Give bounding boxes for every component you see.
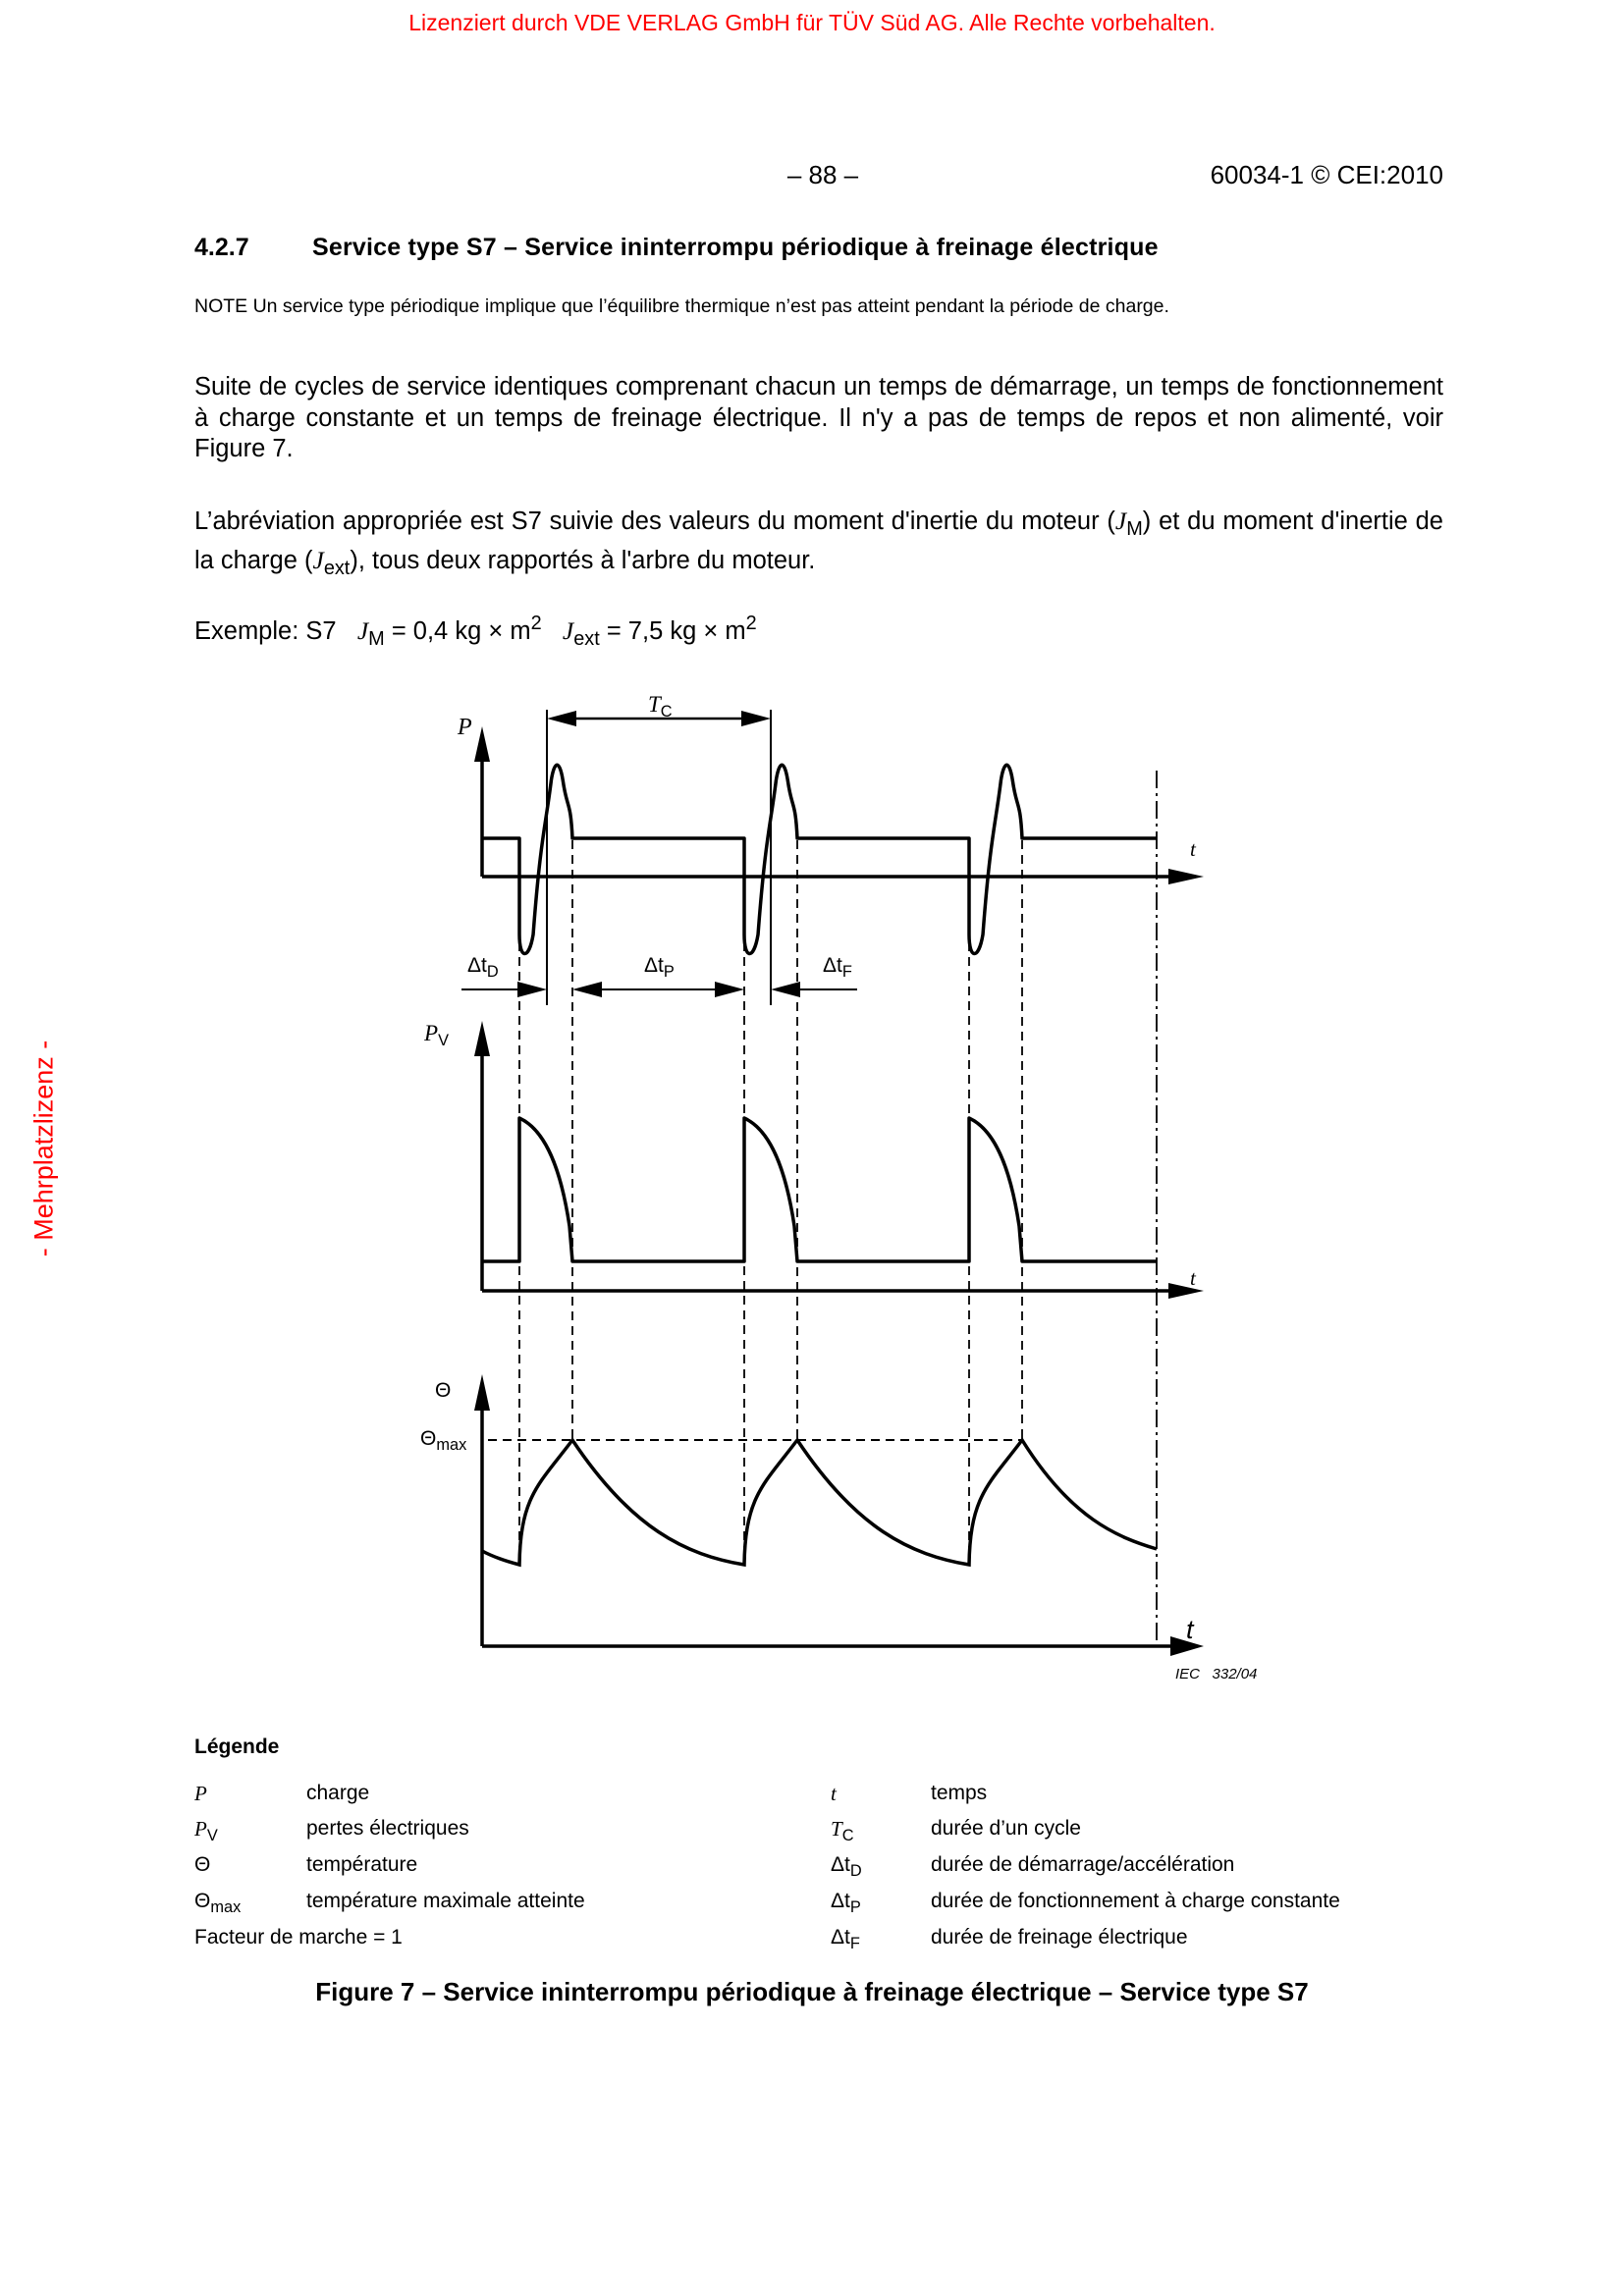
example-jm-subscript: M (368, 627, 385, 650)
legend-symbol: $\Delta t_D$ (831, 1853, 862, 1880)
jext-subscript: ext (323, 558, 351, 580)
dtf-arrow-icon (771, 982, 800, 997)
page-number: – 88 – (786, 160, 859, 189)
example-jm-symbol: J (356, 615, 369, 645)
paragraph-text: ) et du moment d'inertie de la charge ( (194, 507, 1443, 575)
example-jext-symbol: J (562, 615, 574, 645)
legend-description: charge (306, 1782, 370, 1804)
theta-axis-label: Θ (435, 1379, 452, 1402)
dtp-right-arrow-icon (715, 982, 744, 997)
t-axis-label-p: t (1190, 837, 1196, 861)
t-axis-label-pv: t (1190, 1266, 1196, 1290)
legend-symbol: $\Theta_{max}$ (194, 1890, 242, 1916)
legend-description: durée de fonctionnement à charge constante (931, 1890, 1340, 1912)
legend-description: durée de freinage électrique (931, 1926, 1188, 1949)
example-jext-value: = 7,5 kg × m (599, 616, 746, 645)
t-axis-label-theta: t (1186, 1615, 1194, 1644)
p-axis-arrow-icon (474, 726, 490, 762)
tc-left-arrow-icon (547, 711, 576, 726)
example-jext-subscript: ext (573, 627, 600, 650)
legend-description: temps (931, 1782, 988, 1804)
p-curve (482, 765, 1157, 953)
dtp-label: $\Delta t_P$ (644, 954, 675, 981)
example-prefix: Exemple: S7 (194, 616, 337, 645)
legend-description: température (306, 1853, 418, 1876)
pv-axis-label: $P_V$ (424, 1021, 449, 1049)
legend-symbol: Θ (194, 1853, 211, 1876)
legend-description: pertes électriques (306, 1817, 469, 1840)
legend-symbol: $T_C$ (831, 1817, 854, 1844)
tc-label: $T_C$ (648, 692, 673, 721)
paragraph-text: L’abréviation appropriée est S7 suivie des valeurs du moment d'inertie du moteur ( (194, 507, 1115, 535)
paragraph-description: Suite de cycles de service identiques comprenant chacun un temps de démarrage, un temps de fonctionnement à charge constante et un temps de freinage électrique. Il n'y a pas de temps de repos et non alimenté, voir Figure 7. (194, 373, 1443, 462)
theta-curve (482, 1440, 1157, 1565)
dtd-arrow-icon (517, 982, 547, 997)
jm-subscript: M (1126, 517, 1143, 540)
example-jext-exponent: 2 (745, 613, 757, 634)
paragraph-text: ), tous deux rapportés à l'arbre du moteur. (350, 547, 816, 575)
tc-right-arrow-icon (741, 711, 771, 726)
legend-symbol: $P_V$ (194, 1817, 218, 1844)
legend-symbol: t (831, 1782, 837, 1805)
dtf-label: $\Delta t_F$ (823, 954, 852, 981)
jext-symbol: J (312, 546, 324, 575)
document-reference: 60034-1 © CEI:2010 (1210, 160, 1443, 189)
dtd-label: $\Delta t_D$ (467, 954, 499, 981)
pv-curve (482, 1118, 1157, 1261)
dtp-left-arrow-icon (572, 982, 602, 997)
example-jm-value: = 0,4 kg × m (384, 616, 531, 645)
legend-symbol: P (194, 1782, 207, 1805)
section-number: 4.2.7 (194, 234, 249, 261)
legend-symbol: $\Delta t_P$ (831, 1890, 861, 1916)
theta-max-label: $\Theta_{max}$ (420, 1427, 467, 1454)
note-text: NOTE Un service type périodique implique que l’équilibre thermique n’est pas atteint pendant la période de charge. (194, 295, 1169, 317)
theta-axis-arrow-icon (474, 1374, 490, 1411)
duty-factor: Facteur de marche = 1 (194, 1926, 403, 1949)
legend-description: durée de démarrage/accélération (931, 1853, 1235, 1876)
p-axis-label: P (458, 715, 472, 740)
legend-title: Légende (194, 1735, 280, 1758)
legend-symbol: $\Delta t_F$ (831, 1926, 860, 1952)
example-jm-exponent: 2 (530, 613, 542, 634)
t-axis-pv-arrow-icon (1168, 1283, 1204, 1299)
t-axis-p-arrow-icon (1168, 869, 1204, 884)
multi-license-watermark: - Mehrplatzlizenz - (28, 1040, 59, 1257)
license-watermark: Lizenziert durch VDE VERLAG GmbH für TÜV Süd AG. Alle Rechte vorbehalten. (408, 10, 1216, 35)
jm-symbol: J (1114, 507, 1127, 535)
pv-axis-arrow-icon (474, 1021, 490, 1056)
iec-reference: IEC 332/04 (1175, 1666, 1258, 1682)
legend-description: température maximale atteinte (306, 1890, 585, 1912)
legend-description: durée d’un cycle (931, 1817, 1081, 1840)
section-title: Service type S7 – Service ininterrompu périodique à freinage électrique (312, 234, 1159, 261)
figure-caption: Figure 7 – Service ininterrompu périodique à freinage électrique – Service type S7 (315, 1977, 1309, 2006)
